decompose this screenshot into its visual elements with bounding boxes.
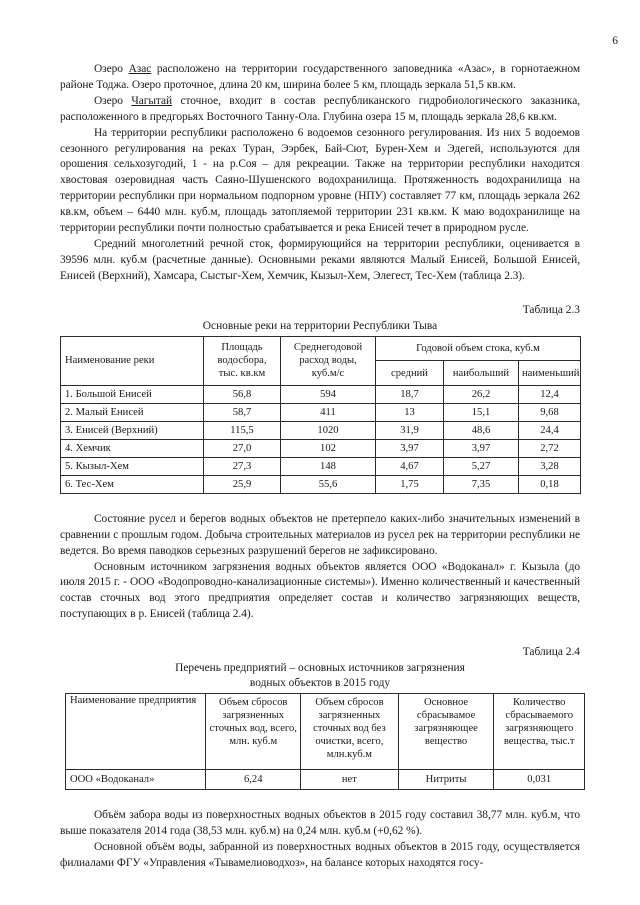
cell-river-name: 2. Малый Енисей [61, 403, 204, 421]
paragraph-text-cont: расположено на территории государственного заповедника «Азас», в горнотаежном районе Тоджа. Озеро проточное, длина 20 км, ширина более 5 км, площадь зеркала 51,5 кв.км. [60, 63, 580, 91]
table-row [61, 403, 581, 421]
table-header-row [66, 694, 585, 770]
cell-river-name: 4. Хемчик [61, 439, 204, 457]
cell-flow: 594 [281, 385, 376, 403]
table-polluting-enterprises [65, 693, 585, 790]
cell-enterprise-name: ООО «Водоканал» [66, 770, 206, 790]
cell-discharge-volume: 6,24 [206, 770, 301, 790]
cell-min: 3,28 [519, 457, 581, 475]
table-2-4-label: Таблица 2.4 [522, 646, 580, 659]
paragraph-pollution-source: Основным источником загрязнения водных объектов является ООО «Водоканал» г. Кызыла (до июля 2015 г. - ООО «Водопроводно-канализационные системы»). Именно количественный и качественный состав сточных вод этого предприятия определяет состав и количество загрязняющих веществ, поступающих в р. Енисей (таблица 2.4). [60, 560, 580, 621]
table-row [66, 770, 585, 790]
table-row [61, 439, 581, 457]
paragraph-text: Озеро [94, 63, 129, 75]
cell-avg: 4,67 [376, 457, 444, 475]
cell-max: 15,1 [444, 403, 519, 421]
cell-max: 5,27 [444, 457, 519, 475]
cell-min: 0,18 [519, 475, 581, 493]
paragraph-river-flow: Средний многолетний речной сток, формирующийся на территории республики, оценивается в 39596 млн. куб.м (расчетные данные). Основными реками являются Малый Енисей, Большой Енисей, Енисей (Верхний), Хамсара, Сыстыг-Хем, Хемчик, Кызыл-Хем, Элегест, Тес-Хем (таблица 2.3). [60, 237, 580, 282]
cell-pollutant-amount: 0,031 [494, 770, 585, 790]
cell-area: 56,8 [204, 385, 281, 403]
paragraph-text-cont: сточное, входит в состав республиканского гидробиологического заказника, расположенного в предгорьях Восточного Танну-Ола. Глубина озера 15 м, площадь зеркала 28,6 кв.км. [60, 94, 581, 123]
header-catchment-area: Площадь водосбора, тыс. кв.км [204, 336, 281, 385]
cell-river-name: 3. Енисей (Верхний) [61, 421, 204, 439]
paragraph-riverbeds-condition: Состояние русел и берегов водных объектов не претерпело каких-либо значительных изменений в сравнении с прошлым годом. Добыча строительных материалов из русел рек на территории республики не ведется. Во время паводков серьезных разрушений берегов не зафиксировано. [60, 512, 580, 557]
header-river-name: Наименование реки [61, 336, 204, 385]
header-discharge-volume: Объем сбросов загрязненных сточных вод, всего, млн. куб.м [206, 694, 301, 770]
cell-untreated-volume: нет [301, 770, 399, 790]
table-body [61, 385, 581, 493]
cell-max: 26,2 [444, 385, 519, 403]
header-untreated-volume: Объем сбросов загрязненных сточных вод без очистки, всего, млн.куб.м [301, 694, 399, 770]
cell-min: 12,4 [519, 385, 581, 403]
cell-avg: 1,75 [376, 475, 444, 493]
cell-area: 27,0 [204, 439, 281, 457]
spacer [60, 623, 580, 645]
cell-area: 115,5 [204, 421, 281, 439]
paragraph-text: Озеро [94, 94, 132, 107]
spacer [60, 285, 580, 303]
page-number: 6 [612, 35, 618, 47]
cell-flow: 1020 [281, 421, 376, 439]
paragraph-reservoirs: На территории республики расположено 6 водоемов сезонного регулирования. Из них 5 водоемов сезонного регулирования на реках Туран, Ээрбек, Бай-Сют, Бурен-Хем и Эдегей, используются для орошения сельхозугодий, 1 - на р.Соя – для рекреации. Также на территории республики находится хвостовая озеровидная часть Саяно-Шушенского водохранилища. Протяженность водохранилища на территории республики при нормальном подпорном уровне (НПУ) составляет 77 км, площадь зеркала 262 кв.км, объем – 6440 млн. куб.м, площадь затопляемой территории 231 кв.км. К маю водохранилище на территории республики почти полностью срабатывается и река Енисей течет в природном русле. [60, 126, 580, 235]
cell-avg: 18,7 [376, 385, 444, 403]
cell-main-pollutant: Нитриты [398, 770, 494, 790]
header-annual-runoff-group: Годовой объем стока, куб.м [376, 336, 581, 361]
table-head [66, 694, 585, 770]
header-main-pollutant: Основное сбрасывамое загрязняющее вещество [398, 694, 494, 770]
table-header-row [61, 336, 581, 361]
table-row [61, 385, 581, 403]
spacer [60, 494, 580, 512]
cell-flow: 102 [281, 439, 376, 457]
paragraph-water-intake-org: Основной объём воды, забранной из поверхностных водных объектов в 2015 году, осуществляется филиалами ФГУ «Управления «Тывамелиоводхоз», на балансе которых находятся госу- [60, 841, 580, 870]
cell-flow: 148 [281, 457, 376, 475]
cell-max: 3,97 [444, 439, 519, 457]
cell-river-name: 6. Тес-Хем [61, 475, 204, 493]
cell-min: 2,72 [519, 439, 581, 457]
paragraph-lake-azas [60, 62, 580, 94]
table-row [61, 457, 581, 475]
table-row [61, 475, 581, 493]
header-runoff-average: средний [376, 361, 444, 386]
paragraph-water-intake: Объём забора воды из поверхностных водных объектов в 2015 году составил 38,77 млн. куб.м, что выше показателя 2014 года (38,53 млн. куб.м) на 0,24 млн. куб.м (+0,62 %). [60, 809, 580, 838]
paragraph-lake-chagytay [60, 94, 580, 126]
table-row [61, 421, 581, 439]
cell-area: 25,9 [204, 475, 281, 493]
cell-avg: 3,97 [376, 439, 444, 457]
lake-name-chagytay: Чагытай [131, 94, 173, 107]
cell-flow: 55,6 [281, 475, 376, 493]
header-runoff-max: наибольший [444, 361, 519, 386]
cell-area: 27,3 [204, 457, 281, 475]
table-rivers [60, 336, 581, 494]
cell-min: 24,4 [519, 421, 581, 439]
spacer [60, 790, 580, 808]
header-runoff-min: наименьший [519, 361, 581, 386]
cell-max: 48,6 [444, 421, 519, 439]
document-body [60, 62, 580, 872]
cell-flow: 411 [281, 403, 376, 421]
table-head [61, 336, 581, 385]
header-mean-discharge: Среднегодовой расход воды, куб.м/с [281, 336, 376, 385]
table-2-3-label: Таблица 2.3 [522, 303, 580, 316]
cell-river-name: 1. Большой Енисей [61, 385, 204, 403]
cell-river-name: 5. Кызыл-Хем [61, 457, 204, 475]
cell-min: 9,68 [519, 403, 581, 421]
table-2-3-caption: Основные реки на территории Республики Тыва [202, 319, 438, 332]
cell-avg: 13 [376, 403, 444, 421]
table-2-4-caption-line2: водных объектов в 2015 году [249, 677, 391, 690]
table-body [66, 770, 585, 790]
cell-avg: 31,9 [376, 421, 444, 439]
header-enterprise-name: Наименование предприятия [66, 694, 206, 770]
cell-area: 58,7 [204, 403, 281, 421]
cell-max: 7,35 [444, 475, 519, 493]
lake-name-azas: Азас [128, 63, 152, 75]
header-pollutant-amount: Количество сбрасываемого загрязняющего вещества, тыс.т [494, 694, 585, 770]
table-2-4-caption-line1: Перечень предприятий – основных источников загрязнения [175, 662, 465, 675]
